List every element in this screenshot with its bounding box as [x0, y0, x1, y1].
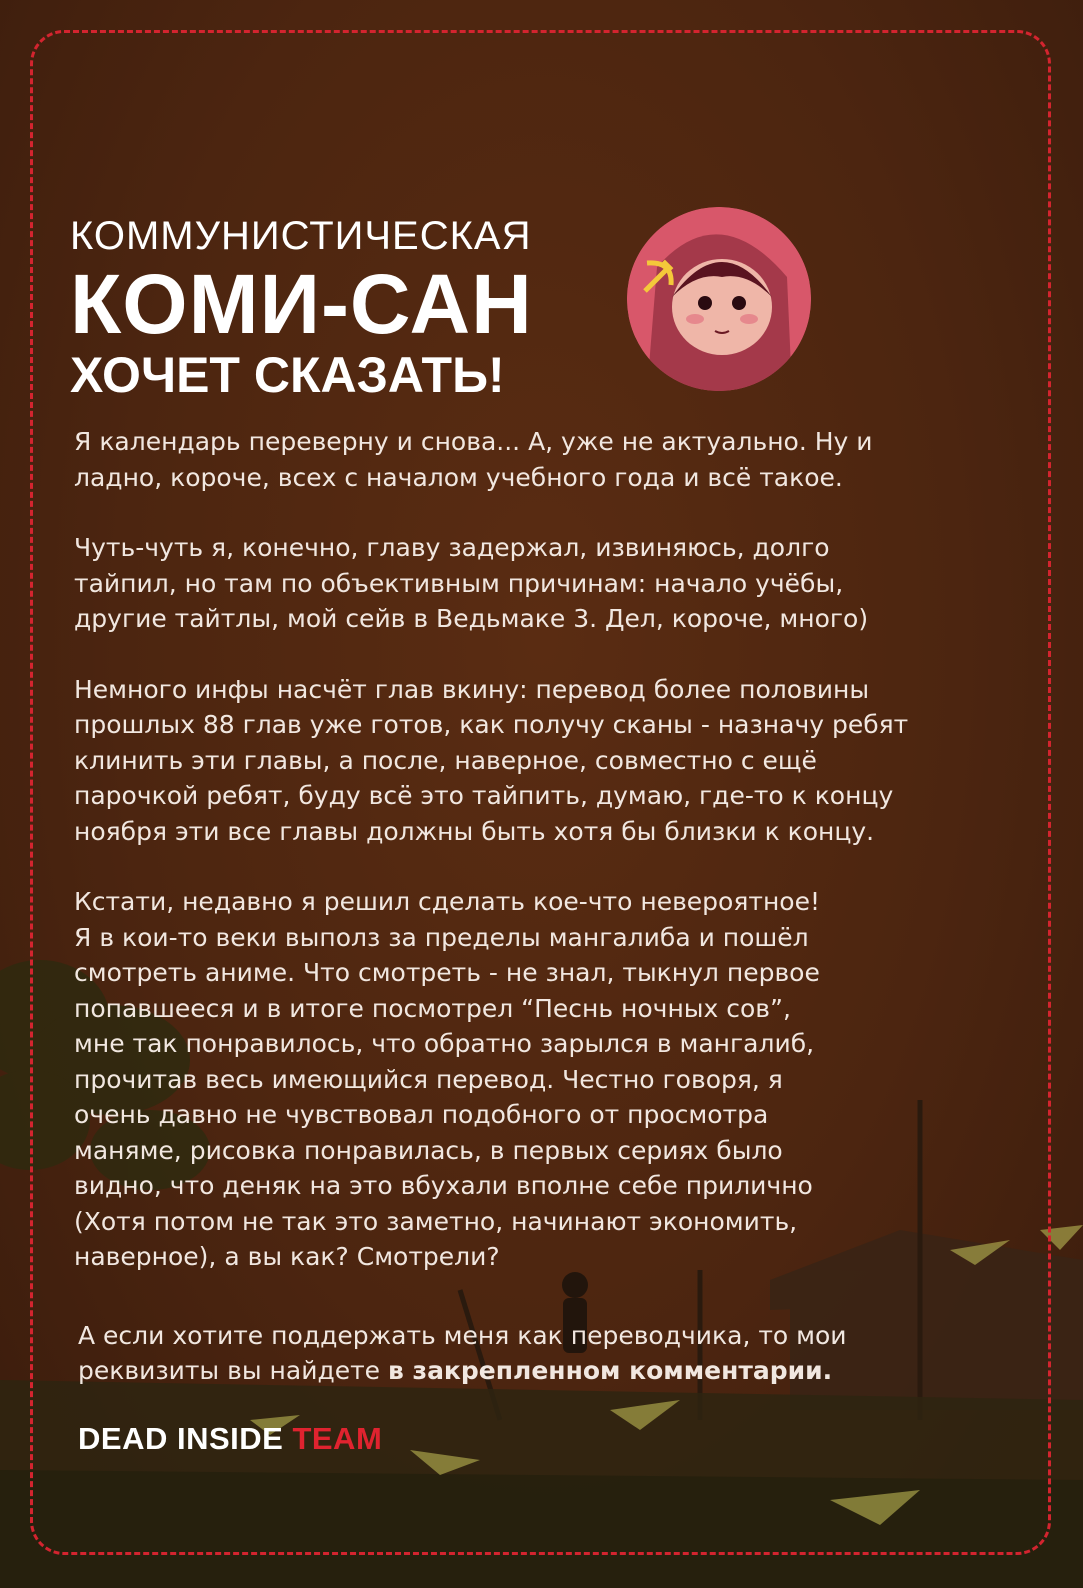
avatar [627, 207, 811, 391]
title-line-2: КОМИ-САН [70, 257, 533, 351]
team-accent: TEAM [292, 1421, 383, 1456]
header-title [70, 212, 533, 402]
avatar-art [627, 207, 811, 391]
support-text: А если хотите поддержать меня как переводчика, то мои реквизиты вы найдете [78, 1321, 847, 1385]
paragraph-4: Кстати, недавно я решил сделать кое-что невероятное! Я в кои-то веки выполз за пределы мангалиба и пошёл смотреть аниме. Что смотреть - не знал, тыкнул первое попавшееся и в итоге посмотрел “Песнь ночных сов”, мне так понравилось, что обратно зарылся в мангалиб, прочитав весь имеющийся перевод. Честно говоря, я очень давно не чувствовал подобного от просмотра маняме, рисовка понравилась, в первых сериях было видно, что деняк на это вбухали вполне себе прилично (Хотя потом не так это заметно, начинают экономить, наверное), а вы как? Смотрели? [74, 887, 820, 1271]
paragraph-2: Чуть-чуть я, конечно, главу задержал, извиняюсь, долго тайпил, но там по объективным причинам: начало учёбы, другие тайтлы, мой сейв в Ведьмаке 3. Дел, короче, много) [74, 533, 869, 633]
hammer-and-sickle-icon [637, 255, 681, 299]
support-link-text: в закрепленном комментарии. [388, 1356, 833, 1385]
team-signature [78, 1421, 382, 1457]
paragraph-3: Немного инфы насчёт глав вкину: перевод более половины прошлых 88 глав уже готов, как получу сканы - назначу ребят клинить эти главы, а после, наверное, совместно с ещё парочкой ребят, буду всё это тайпить, думаю, где-то к концу ноября эти все главы должны быть хотя бы близки к концу. [74, 674, 909, 846]
title-line-3: ХОЧЕТ СКАЗАТЬ! [70, 347, 505, 403]
message-body [74, 424, 1004, 1310]
paragraph-1: Я календарь переверну и снова... А, уже не актуально. Ну и ладно, короче, всех с началом учебного года и всё такое. [74, 427, 873, 492]
support-note [78, 1318, 978, 1388]
title-line-1: КОММУНИСТИЧЕСКАЯ [70, 214, 532, 258]
team-name: DEAD INSIDE [78, 1421, 284, 1456]
